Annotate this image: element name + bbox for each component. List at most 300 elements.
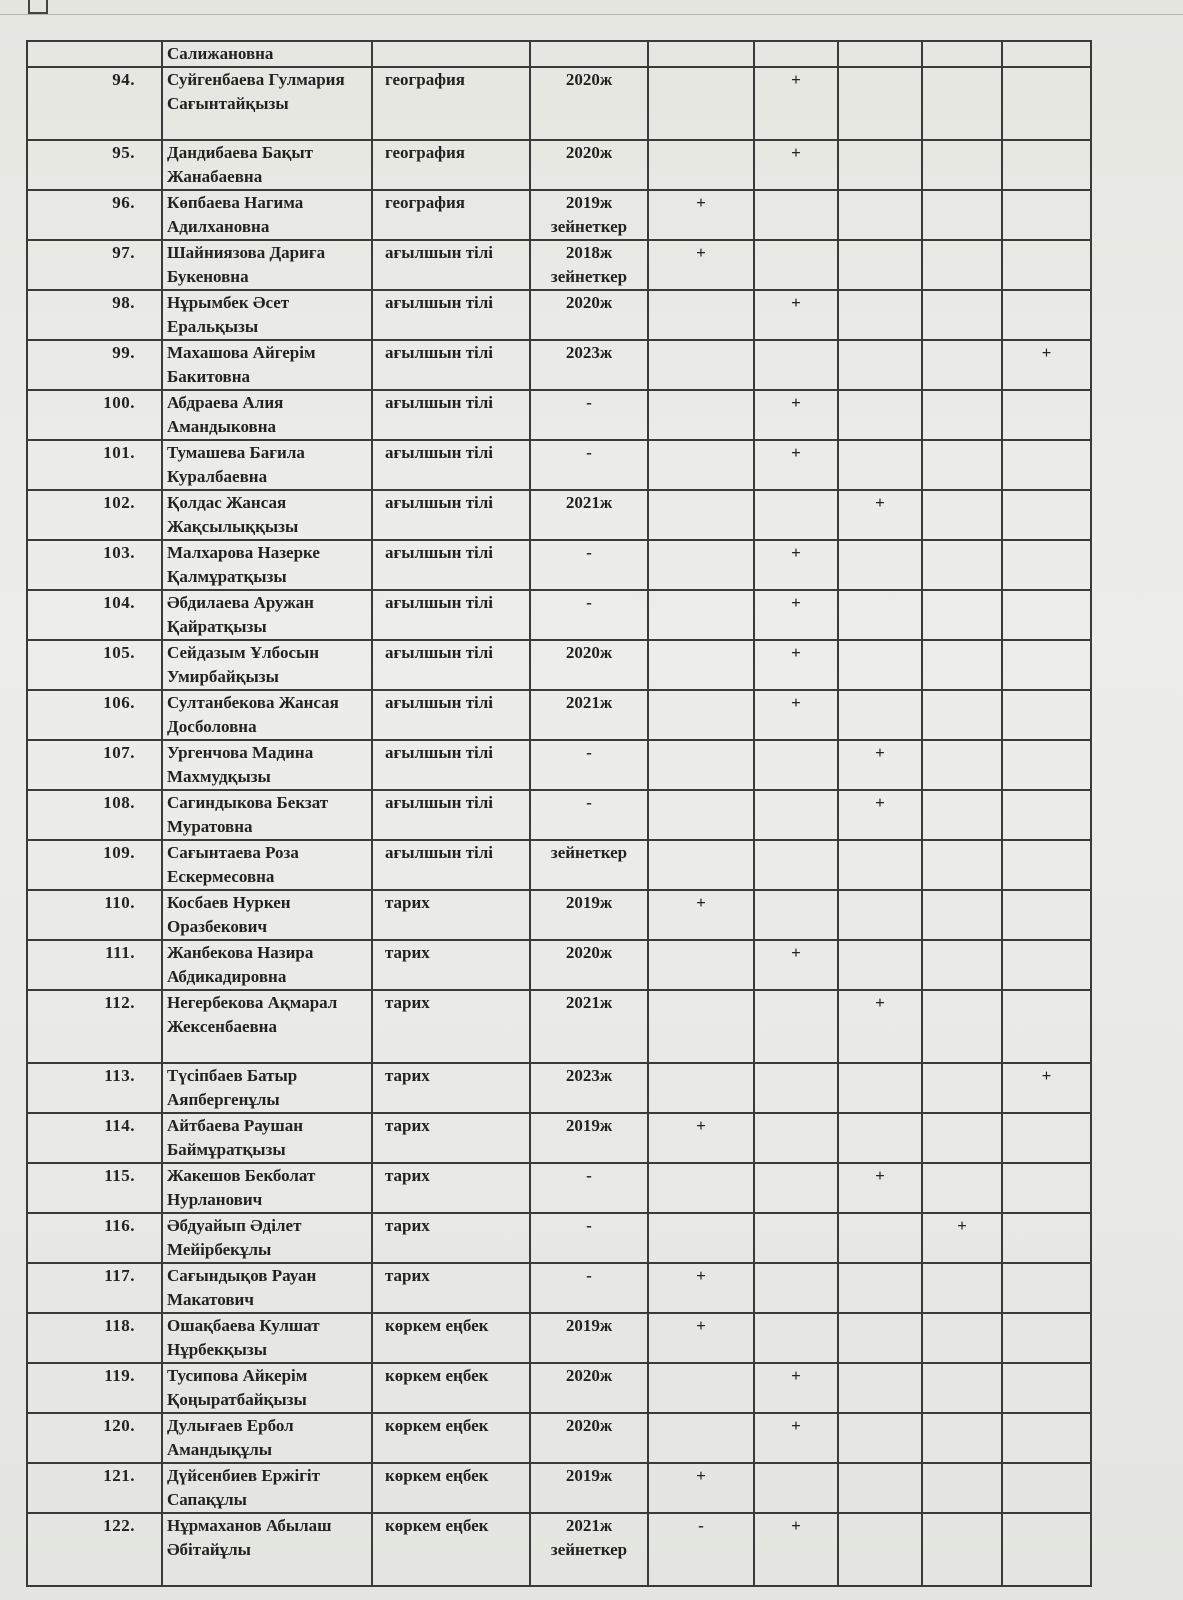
category-mark-1 <box>648 590 754 640</box>
mark-cell <box>838 41 922 67</box>
category-mark-3 <box>838 1513 922 1586</box>
category-mark-2 <box>754 1113 838 1163</box>
teacher-name: Түсіпбаев Батыр Аяпбергенұлы <box>162 1063 372 1113</box>
table-row <box>27 540 1091 590</box>
category-mark-2 <box>754 1263 838 1313</box>
row-number: 119. <box>27 1363 162 1413</box>
category-mark-1 <box>648 840 754 890</box>
teacher-name: Косбаев Нуркен Оразбекович <box>162 890 372 940</box>
category-mark-2 <box>754 190 838 240</box>
table-row <box>27 190 1091 240</box>
category-mark-1 <box>648 940 754 990</box>
table-row <box>27 1063 1091 1113</box>
year-cell <box>530 1163 648 1213</box>
category-mark-2 <box>754 340 838 390</box>
table-row <box>27 1463 1091 1513</box>
certification-year: 2023ж <box>565 343 613 362</box>
category-mark-1 <box>648 1213 754 1263</box>
row-number: 113. <box>27 1063 162 1113</box>
category-mark-1 <box>648 540 754 590</box>
category-mark-1 <box>648 67 754 140</box>
category-mark-3 <box>838 240 922 290</box>
category-mark-5 <box>1002 1513 1091 1586</box>
year-cell <box>530 1513 648 1586</box>
category-mark-5 <box>1002 890 1091 940</box>
row-number: 94. <box>27 67 162 140</box>
category-mark-3 <box>838 1463 922 1513</box>
row-number: 116. <box>27 1213 162 1263</box>
certification-year: 2023ж <box>565 1066 613 1085</box>
category-mark-5 <box>1002 67 1091 140</box>
year-cell <box>530 190 648 240</box>
certification-year: 2020ж <box>565 1366 613 1385</box>
year-cell <box>530 740 648 790</box>
mark-cell <box>648 41 754 67</box>
certification-year: 2019ж <box>565 1116 613 1135</box>
certification-year: зейнеткер <box>550 843 628 862</box>
category-mark-5 <box>1002 440 1091 490</box>
category-mark-2 <box>754 1163 838 1213</box>
teacher-name: Суйгенбаева Гулмария Сағынтайқызы <box>162 67 372 140</box>
table-body <box>27 41 1091 1586</box>
category-mark-2: + <box>754 1413 838 1463</box>
row-number: 100. <box>27 390 162 440</box>
category-mark-4 <box>922 290 1002 340</box>
teacher-name: Жанбекова Назира Абдикадировна <box>162 940 372 990</box>
category-mark-1: + <box>648 1463 754 1513</box>
certification-year: 2020ж <box>565 643 613 662</box>
teacher-name: Көпбаева Нагима Адилхановна <box>162 190 372 240</box>
row-number: 108. <box>27 790 162 840</box>
category-mark-3 <box>838 440 922 490</box>
table-row <box>27 1363 1091 1413</box>
table-row <box>27 67 1091 140</box>
category-mark-1 <box>648 1413 754 1463</box>
year-cell <box>530 1063 648 1113</box>
row-number: 103. <box>27 540 162 590</box>
subject: ағылшын тілі <box>372 840 530 890</box>
teacher-name: Ошақбаева Кулшат Нұрбекқызы <box>162 1313 372 1363</box>
subject: тарих <box>372 1263 530 1313</box>
row-number: 118. <box>27 1313 162 1363</box>
category-mark-2 <box>754 740 838 790</box>
category-mark-2 <box>754 1213 838 1263</box>
category-mark-4 <box>922 1513 1002 1586</box>
retiree-note: зейнеткер <box>550 217 628 236</box>
certification-year: 2020ж <box>565 70 613 89</box>
category-mark-3 <box>838 640 922 690</box>
year-cell <box>530 1113 648 1163</box>
table-row <box>27 590 1091 640</box>
year-cell <box>530 390 648 440</box>
category-mark-5 <box>1002 1263 1091 1313</box>
row-number: 122. <box>27 1513 162 1586</box>
category-mark-5 <box>1002 540 1091 590</box>
subject: ағылшын тілі <box>372 240 530 290</box>
row-number: 110. <box>27 890 162 940</box>
category-mark-1: - <box>648 1513 754 1586</box>
year-cell <box>530 290 648 340</box>
category-mark-1 <box>648 790 754 840</box>
category-mark-4 <box>922 1413 1002 1463</box>
year-cell <box>530 1313 648 1363</box>
category-mark-5 <box>1002 790 1091 840</box>
certification-year: - <box>586 443 592 462</box>
table-row <box>27 390 1091 440</box>
category-mark-1 <box>648 1363 754 1413</box>
teacher-name: Шайниязова Дариға Букеновна <box>162 240 372 290</box>
certification-year: 2021ж <box>565 693 613 712</box>
subject: ағылшын тілі <box>372 590 530 640</box>
table-row <box>27 1313 1091 1363</box>
category-mark-4 <box>922 1163 1002 1213</box>
subject: тарих <box>372 940 530 990</box>
row-number: 109. <box>27 840 162 890</box>
certification-year: - <box>586 393 592 412</box>
subject: ағылшын тілі <box>372 740 530 790</box>
category-mark-5 <box>1002 240 1091 290</box>
certification-year: 2021ж <box>565 493 613 512</box>
subject: көркем еңбек <box>372 1363 530 1413</box>
row-number: 98. <box>27 290 162 340</box>
year-cell <box>530 1413 648 1463</box>
category-mark-1 <box>648 740 754 790</box>
teacher-name: Сейдазым Ұлбосын Умирбайқызы <box>162 640 372 690</box>
category-mark-4 <box>922 890 1002 940</box>
category-mark-2: + <box>754 67 838 140</box>
category-mark-3 <box>838 290 922 340</box>
certification-year: 2020ж <box>565 1416 613 1435</box>
year-cell <box>530 440 648 490</box>
category-mark-3 <box>838 840 922 890</box>
certification-year: 2021ж <box>565 1516 613 1535</box>
category-mark-2: + <box>754 640 838 690</box>
table-row <box>27 1513 1091 1586</box>
row-number: 96. <box>27 190 162 240</box>
category-mark-5 <box>1002 590 1091 640</box>
table-row <box>27 640 1091 690</box>
subject: география <box>372 190 530 240</box>
certification-year: - <box>586 743 592 762</box>
category-mark-2: + <box>754 440 838 490</box>
table-row <box>27 790 1091 840</box>
category-mark-2 <box>754 790 838 840</box>
mark-cell <box>922 41 1002 67</box>
certification-year: 2020ж <box>565 143 613 162</box>
category-mark-4 <box>922 790 1002 840</box>
category-mark-5 <box>1002 390 1091 440</box>
year-cell <box>530 690 648 740</box>
teacher-name: Махашова Айгерім Бакитовна <box>162 340 372 390</box>
year-cell <box>530 940 648 990</box>
table-row <box>27 340 1091 390</box>
certification-year: - <box>586 593 592 612</box>
teacher-name: Дүйсенбиев Ержігіт Сапақұлы <box>162 1463 372 1513</box>
subject: ағылшын тілі <box>372 440 530 490</box>
category-mark-5 <box>1002 1213 1091 1263</box>
category-mark-3: + <box>838 790 922 840</box>
teacher-name: Султанбекова Жансая Досболовна <box>162 690 372 740</box>
row-number: 117. <box>27 1263 162 1313</box>
category-mark-3 <box>838 340 922 390</box>
category-mark-4 <box>922 67 1002 140</box>
row-number: 120. <box>27 1413 162 1463</box>
row-number: 95. <box>27 140 162 190</box>
year-cell <box>530 1363 648 1413</box>
certification-year: 2020ж <box>565 293 613 312</box>
category-mark-1: + <box>648 1263 754 1313</box>
table-row <box>27 690 1091 740</box>
teacher-name: Нұрмаханов Абылаш Әбітайұлы <box>162 1513 372 1586</box>
table-row <box>27 41 1091 67</box>
subject: ағылшын тілі <box>372 790 530 840</box>
table-row <box>27 890 1091 940</box>
category-mark-4 <box>922 440 1002 490</box>
certification-year: - <box>586 543 592 562</box>
name-cell: Салижановна <box>162 41 372 67</box>
year-cell <box>530 640 648 690</box>
certification-year: 2021ж <box>565 993 613 1012</box>
table-row <box>27 1213 1091 1263</box>
sheet-top-edge <box>0 14 1183 15</box>
subject: тарих <box>372 890 530 940</box>
category-mark-1 <box>648 1063 754 1113</box>
teacher-name: Малхарова Назерке Қалмұратқызы <box>162 540 372 590</box>
category-mark-3 <box>838 1413 922 1463</box>
mark-cell <box>1002 41 1091 67</box>
certification-year: - <box>586 1166 592 1185</box>
certification-year: 2019ж <box>565 1466 613 1485</box>
table-row <box>27 740 1091 790</box>
category-mark-4: + <box>922 1213 1002 1263</box>
year-cell <box>530 1263 648 1313</box>
year-cell <box>530 340 648 390</box>
category-mark-3 <box>838 1063 922 1113</box>
category-mark-1: + <box>648 190 754 240</box>
category-mark-1: + <box>648 1113 754 1163</box>
category-mark-1: + <box>648 890 754 940</box>
mark-cell <box>754 41 838 67</box>
staff-table <box>26 40 1092 1587</box>
category-mark-4 <box>922 990 1002 1063</box>
subject: көркем еңбек <box>372 1313 530 1363</box>
row-number: 111. <box>27 940 162 990</box>
year-cell <box>530 590 648 640</box>
subject: ағылшын тілі <box>372 390 530 440</box>
category-mark-5 <box>1002 140 1091 190</box>
category-mark-1 <box>648 340 754 390</box>
certification-year: 2019ж <box>565 893 613 912</box>
category-mark-2: + <box>754 940 838 990</box>
table-row <box>27 240 1091 290</box>
category-mark-2: + <box>754 690 838 740</box>
row-number: 114. <box>27 1113 162 1163</box>
category-mark-3 <box>838 690 922 740</box>
certification-year: 2019ж <box>565 193 613 212</box>
category-mark-4 <box>922 1313 1002 1363</box>
subject: ағылшын тілі <box>372 690 530 740</box>
category-mark-3 <box>838 590 922 640</box>
category-mark-5 <box>1002 840 1091 890</box>
year-cell <box>530 990 648 1063</box>
category-mark-4 <box>922 1363 1002 1413</box>
category-mark-4 <box>922 1263 1002 1313</box>
category-mark-2: + <box>754 540 838 590</box>
category-mark-4 <box>922 840 1002 890</box>
certification-year: 2018ж <box>565 243 613 262</box>
teacher-name: Сағындықов Рауан Макатович <box>162 1263 372 1313</box>
category-mark-2 <box>754 990 838 1063</box>
category-mark-4 <box>922 340 1002 390</box>
category-mark-3 <box>838 190 922 240</box>
table-row <box>27 1413 1091 1463</box>
certification-year: 2020ж <box>565 943 613 962</box>
year-cell <box>530 790 648 840</box>
category-mark-4 <box>922 940 1002 990</box>
num-cell <box>27 41 162 67</box>
category-mark-5 <box>1002 940 1091 990</box>
category-mark-5 <box>1002 1463 1091 1513</box>
category-mark-2 <box>754 490 838 540</box>
row-number: 105. <box>27 640 162 690</box>
category-mark-2 <box>754 1063 838 1113</box>
category-mark-5 <box>1002 740 1091 790</box>
category-mark-2: + <box>754 390 838 440</box>
category-mark-5 <box>1002 1363 1091 1413</box>
table-row <box>27 840 1091 890</box>
category-mark-1 <box>648 990 754 1063</box>
category-mark-5: + <box>1002 340 1091 390</box>
subject: география <box>372 140 530 190</box>
category-mark-3 <box>838 1313 922 1363</box>
teacher-name: Сағынтаева Роза Ескермесовна <box>162 840 372 890</box>
teacher-name: Ургенчова Мадина Махмудқызы <box>162 740 372 790</box>
category-mark-2 <box>754 240 838 290</box>
category-mark-4 <box>922 1113 1002 1163</box>
subject: тарих <box>372 1213 530 1263</box>
table-row <box>27 490 1091 540</box>
category-mark-1 <box>648 140 754 190</box>
teacher-name: Абдраева Алия Амандыковна <box>162 390 372 440</box>
category-mark-2: + <box>754 140 838 190</box>
category-mark-1 <box>648 690 754 740</box>
category-mark-4 <box>922 540 1002 590</box>
subject: көркем еңбек <box>372 1513 530 1586</box>
category-mark-1 <box>648 290 754 340</box>
category-mark-2 <box>754 1463 838 1513</box>
subject: ағылшын тілі <box>372 640 530 690</box>
teacher-name: Негербекова Ақмарал Жексенбаевна <box>162 990 372 1063</box>
year-cell <box>530 1463 648 1513</box>
category-mark-2: + <box>754 590 838 640</box>
category-mark-3 <box>838 140 922 190</box>
subject-cell <box>372 41 530 67</box>
category-mark-3: + <box>838 740 922 790</box>
subject: ағылшын тілі <box>372 290 530 340</box>
teacher-name: Нұрымбек Әсет Еральқызы <box>162 290 372 340</box>
year-cell <box>530 140 648 190</box>
category-mark-2: + <box>754 1363 838 1413</box>
teacher-name: Жакешов Бекболат Нурланович <box>162 1163 372 1213</box>
category-mark-5 <box>1002 640 1091 690</box>
category-mark-3: + <box>838 990 922 1063</box>
year-cell <box>530 890 648 940</box>
category-mark-5: + <box>1002 1063 1091 1113</box>
category-mark-1 <box>648 490 754 540</box>
category-mark-1 <box>648 440 754 490</box>
category-mark-5 <box>1002 1413 1091 1463</box>
category-mark-3 <box>838 1363 922 1413</box>
row-number: 115. <box>27 1163 162 1213</box>
category-mark-3: + <box>838 1163 922 1213</box>
teacher-name: Әбдуайып Әділет Мейірбекұлы <box>162 1213 372 1263</box>
spreadsheet-corner <box>28 0 48 14</box>
subject: көркем еңбек <box>372 1463 530 1513</box>
teacher-name: Әбдилаева Аружан Қайратқызы <box>162 590 372 640</box>
table-row <box>27 140 1091 190</box>
subject: тарих <box>372 990 530 1063</box>
category-mark-2 <box>754 890 838 940</box>
certification-year: 2019ж <box>565 1316 613 1335</box>
table-row <box>27 940 1091 990</box>
category-mark-3 <box>838 890 922 940</box>
category-mark-4 <box>922 390 1002 440</box>
table-row <box>27 290 1091 340</box>
category-mark-4 <box>922 490 1002 540</box>
teacher-name: Сагиндыкова Бекзат Муратовна <box>162 790 372 840</box>
category-mark-3 <box>838 1213 922 1263</box>
certification-year: - <box>586 793 592 812</box>
category-mark-1 <box>648 640 754 690</box>
category-mark-4 <box>922 1463 1002 1513</box>
retiree-note: зейнеткер <box>550 1540 628 1559</box>
year-cell <box>530 1213 648 1263</box>
category-mark-4 <box>922 140 1002 190</box>
category-mark-3 <box>838 67 922 140</box>
row-number: 104. <box>27 590 162 640</box>
row-number: 102. <box>27 490 162 540</box>
year-cell <box>530 840 648 890</box>
category-mark-4 <box>922 740 1002 790</box>
category-mark-1 <box>648 1163 754 1213</box>
category-mark-4 <box>922 640 1002 690</box>
teacher-name: Дандибаева Бақыт Жанабаевна <box>162 140 372 190</box>
category-mark-3 <box>838 540 922 590</box>
subject: ағылшын тілі <box>372 340 530 390</box>
table-row <box>27 440 1091 490</box>
row-number: 112. <box>27 990 162 1063</box>
category-mark-2 <box>754 1313 838 1363</box>
teacher-name: Тумашева Бағила Куралбаевна <box>162 440 372 490</box>
category-mark-1 <box>648 390 754 440</box>
category-mark-2: + <box>754 1513 838 1586</box>
year-cell <box>530 41 648 67</box>
category-mark-5 <box>1002 490 1091 540</box>
category-mark-3: + <box>838 490 922 540</box>
category-mark-5 <box>1002 190 1091 240</box>
table-row <box>27 1263 1091 1313</box>
category-mark-4 <box>922 590 1002 640</box>
subject: тарих <box>372 1063 530 1113</box>
subject: география <box>372 67 530 140</box>
row-number: 97. <box>27 240 162 290</box>
category-mark-1: + <box>648 240 754 290</box>
teacher-name: Қолдас Жансая Жақсылыққызы <box>162 490 372 540</box>
table-row <box>27 1163 1091 1213</box>
category-mark-4 <box>922 240 1002 290</box>
teacher-name: Тусипова Айкерім Қоңыратбайқызы <box>162 1363 372 1413</box>
category-mark-4 <box>922 1063 1002 1113</box>
